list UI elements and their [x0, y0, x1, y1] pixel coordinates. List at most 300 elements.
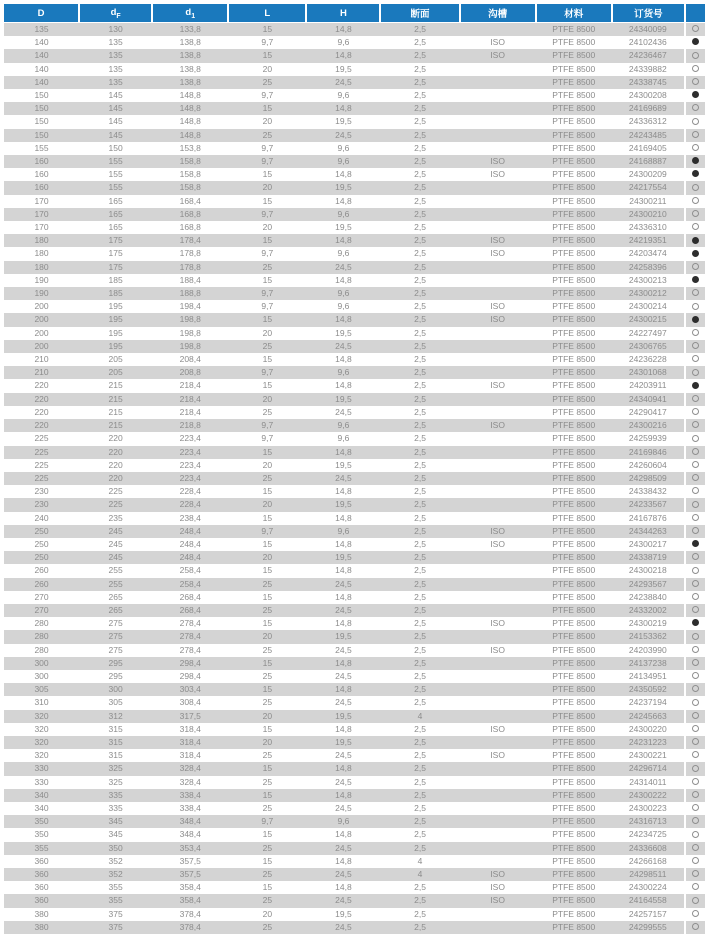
cell-l: 20: [262, 908, 273, 919]
cell-h: 24,5: [335, 76, 352, 87]
status-dot-hollow-icon: [692, 910, 699, 917]
cell-groove: [460, 498, 536, 511]
cell-material: PTFE 8500: [552, 802, 596, 813]
cell-df: 145: [108, 90, 123, 101]
table-row: [4, 168, 705, 181]
cell-groove: [460, 776, 536, 789]
cell-l: 25: [262, 697, 273, 708]
cell-d: 140: [34, 37, 49, 48]
cell-groove: [460, 551, 536, 564]
cell-section: 4: [417, 855, 423, 866]
cell-order-no: 24290417: [628, 406, 667, 417]
cell-df: 245: [108, 538, 123, 549]
cell-d1: 348,4: [179, 816, 201, 827]
cell-order-no: 24340099: [628, 24, 667, 34]
cell-material: PTFE 8500: [552, 789, 596, 800]
cell-d: 225: [34, 446, 49, 457]
cell-df: 295: [108, 670, 123, 681]
cell-status: [685, 617, 705, 630]
cell-l: 15: [262, 763, 273, 774]
cell-h: 14,8: [335, 591, 352, 602]
cell-status: [685, 261, 705, 274]
cell-order-no: 24102436: [628, 37, 667, 48]
cell-d1: 248,4: [179, 525, 201, 536]
table-row: [4, 564, 705, 577]
cell-d: 150: [34, 103, 49, 114]
cell-h: 14,8: [335, 789, 352, 800]
cell-h: 14,8: [335, 380, 352, 391]
status-dot-filled-icon: [692, 38, 699, 45]
cell-df: 220: [108, 459, 123, 470]
cell-d: 225: [34, 472, 49, 483]
cell-section: 2,5: [414, 63, 426, 74]
cell-section: 2,5: [414, 644, 426, 655]
cell-section: 2,5: [414, 604, 426, 615]
cell-status: [685, 115, 705, 128]
cell-order-no: 24233567: [628, 499, 667, 510]
status-dot-hollow-icon: [692, 369, 699, 376]
cell-section: 2,5: [414, 670, 426, 681]
cell-d1: 198,8: [179, 340, 201, 351]
cell-l: 20: [262, 393, 273, 404]
status-dot-hollow-icon: [692, 131, 699, 138]
cell-section: 2,5: [414, 340, 426, 351]
cell-groove: [460, 76, 536, 89]
cell-section: 2,5: [414, 618, 426, 629]
cell-order-no: 24300222: [628, 789, 667, 800]
cell-section: 2,5: [414, 763, 426, 774]
cell-h: 19,5: [335, 63, 352, 74]
table-row: [4, 894, 705, 907]
cell-df: 135: [108, 76, 123, 87]
cell-d: 170: [34, 208, 49, 219]
status-dot-hollow-icon: [692, 65, 699, 72]
status-dot-filled-icon: [692, 316, 699, 323]
cell-l: 20: [262, 459, 273, 470]
cell-groove: [460, 670, 536, 683]
table-row: [4, 89, 705, 102]
status-dot-hollow-icon: [692, 303, 699, 310]
cell-section: 2,5: [414, 750, 426, 761]
cell-order-no: 24336312: [628, 116, 667, 127]
cell-groove: [460, 327, 536, 340]
cell-section: 2,5: [414, 684, 426, 695]
cell-order-no: 24314011: [629, 776, 667, 787]
cell-h: 14,8: [335, 446, 352, 457]
cell-material: PTFE 8500: [552, 208, 596, 219]
status-dot-hollow-icon: [692, 659, 699, 666]
cell-h: 24,5: [335, 697, 352, 708]
cell-groove: [460, 115, 536, 128]
cell-df: 312: [108, 710, 123, 721]
cell-d: 330: [34, 776, 49, 787]
column-header-label: 断面: [410, 9, 430, 20]
cell-d: 320: [34, 736, 49, 747]
cell-df: 165: [108, 222, 123, 233]
cell-section: 2,5: [414, 472, 426, 483]
cell-groove: [460, 340, 536, 353]
table-row: [4, 432, 705, 445]
cell-groove: [460, 432, 536, 445]
status-dot-filled-icon: [692, 382, 699, 389]
cell-material: PTFE 8500: [552, 763, 596, 774]
cell-h: 9,6: [337, 433, 350, 444]
cell-groove: [460, 353, 536, 366]
status-dot-hollow-icon: [692, 804, 699, 811]
cell-material: PTFE 8500: [552, 169, 596, 180]
cell-l: 9,7: [261, 301, 274, 312]
cell-order-no: 24259939: [628, 433, 667, 444]
product-spec-table: [4, 4, 705, 934]
cell-order-no: 24168887: [628, 156, 667, 167]
cell-groove: ISO: [490, 882, 505, 893]
cell-l: 15: [262, 195, 273, 206]
cell-d1: 318,4: [179, 750, 201, 761]
cell-h: 14,8: [335, 829, 352, 840]
status-dot-hollow-icon: [692, 474, 699, 481]
cell-df: 275: [108, 631, 123, 642]
cell-order-no: 24300221: [628, 750, 667, 761]
cell-groove: [460, 630, 536, 643]
cell-material: PTFE 8500: [552, 76, 596, 87]
cell-l: 9,7: [261, 288, 274, 299]
cell-material: PTFE 8500: [552, 565, 596, 576]
column-header-label: 沟槽: [488, 9, 508, 20]
column-header-order-no: [612, 4, 685, 23]
cell-material: PTFE 8500: [552, 50, 596, 61]
cell-l: 15: [262, 657, 273, 668]
status-dot-filled-icon: [692, 619, 699, 626]
cell-status: [685, 340, 705, 353]
table-row: [4, 538, 705, 551]
cell-d1: 357,5: [179, 869, 201, 879]
table-row: [4, 802, 705, 815]
cell-section: 2,5: [414, 274, 426, 285]
cell-status: [685, 630, 705, 643]
cell-section: 2,5: [414, 512, 426, 523]
cell-groove: [460, 908, 536, 921]
cell-status: [685, 459, 705, 472]
table-row: [4, 670, 705, 683]
cell-h: 24,5: [335, 842, 352, 853]
cell-l: 15: [262, 618, 273, 629]
table-row: [4, 617, 705, 630]
cell-h: 19,5: [335, 499, 352, 510]
cell-order-no: 24217554: [628, 182, 667, 193]
status-dot-hollow-icon: [692, 699, 699, 706]
cell-d1: 298,4: [179, 670, 201, 681]
cell-l: 9,7: [261, 156, 274, 167]
cell-l: 15: [262, 512, 273, 523]
cell-l: 25: [262, 776, 273, 787]
cell-order-no: 24340941: [628, 393, 667, 404]
table-row: [4, 683, 705, 696]
cell-l: 9,7: [261, 208, 274, 219]
cell-groove: [460, 696, 536, 709]
cell-l: 20: [262, 499, 273, 510]
cell-l: 20: [262, 182, 273, 193]
cell-order-no: 24237194: [628, 697, 667, 708]
cell-order-no: 24300219: [628, 618, 667, 629]
cell-l: 20: [262, 631, 273, 642]
table-row: [4, 23, 705, 37]
cell-order-no: 24243485: [628, 129, 667, 140]
cell-l: 25: [262, 802, 273, 813]
cell-df: 195: [108, 327, 123, 338]
cell-status: [685, 36, 705, 49]
cell-df: 215: [108, 420, 123, 431]
cell-status: [685, 49, 705, 62]
cell-d1: 328,4: [179, 776, 201, 787]
table-row: [4, 274, 705, 287]
cell-material: PTFE 8500: [552, 433, 596, 444]
cell-section: 2,5: [414, 486, 426, 497]
cell-status: [685, 168, 705, 181]
cell-h: 24,5: [335, 670, 352, 681]
cell-df: 335: [108, 802, 123, 813]
cell-d: 280: [34, 618, 49, 629]
cell-d1: 188,4: [179, 274, 201, 285]
status-dot-hollow-icon: [692, 435, 699, 442]
cell-section: 2,5: [414, 261, 426, 272]
status-dot-hollow-icon: [692, 633, 699, 640]
cell-h: 14,8: [335, 354, 352, 365]
cell-df: 355: [108, 895, 123, 906]
table-row: [4, 723, 705, 736]
cell-d1: 348,4: [179, 829, 201, 840]
cell-order-no: 24336608: [628, 842, 667, 853]
cell-l: 15: [262, 24, 273, 34]
cell-status: [685, 379, 705, 392]
cell-d1: 258,4: [179, 578, 201, 589]
cell-h: 19,5: [335, 182, 352, 193]
cell-material: PTFE 8500: [552, 618, 596, 629]
table-row: [4, 419, 705, 432]
cell-groove: [460, 181, 536, 194]
cell-d: 260: [34, 565, 49, 576]
cell-h: 9,6: [337, 525, 350, 536]
table-row: [4, 221, 705, 234]
status-dot-hollow-icon: [692, 395, 699, 402]
cell-status: [685, 247, 705, 260]
cell-status: [685, 327, 705, 340]
table-row: [4, 115, 705, 128]
cell-d1: 138,8: [179, 37, 201, 48]
cell-h: 19,5: [335, 631, 352, 642]
cell-h: 24,5: [335, 578, 352, 589]
status-dot-hollow-icon: [692, 553, 699, 560]
cell-order-no: 24238840: [628, 591, 667, 602]
cell-d: 225: [34, 459, 49, 470]
cell-status: [685, 512, 705, 525]
cell-df: 155: [108, 182, 123, 193]
cell-order-no: 24339882: [628, 63, 667, 74]
cell-material: PTFE 8500: [552, 486, 596, 497]
cell-groove: [460, 274, 536, 287]
cell-material: PTFE 8500: [552, 420, 596, 431]
table-row: [4, 789, 705, 802]
cell-d: 220: [34, 380, 49, 391]
column-header-df: [79, 4, 152, 23]
cell-material: PTFE 8500: [552, 710, 596, 721]
cell-h: 9,6: [337, 208, 350, 219]
cell-l: 15: [262, 565, 273, 576]
cell-status: [685, 485, 705, 498]
cell-d1: 198,8: [179, 327, 201, 338]
cell-d: 250: [34, 538, 49, 549]
cell-order-no: 24338432: [628, 486, 667, 497]
cell-order-no: 24332002: [628, 604, 667, 615]
cell-status: [685, 366, 705, 379]
cell-groove: [460, 102, 536, 115]
cell-d: 150: [34, 129, 49, 140]
cell-section: 2,5: [414, 195, 426, 206]
cell-order-no: 24300218: [628, 565, 667, 576]
cell-d1: 138,8: [179, 50, 201, 61]
cell-status: [685, 432, 705, 445]
status-dot-hollow-icon: [692, 223, 699, 230]
table-row: [4, 644, 705, 657]
cell-d: 305: [34, 684, 49, 695]
status-dot-hollow-icon: [692, 738, 699, 745]
cell-df: 235: [108, 512, 123, 523]
cell-status: [685, 710, 705, 723]
status-dot-hollow-icon: [692, 593, 699, 600]
cell-d1: 208,8: [179, 367, 201, 378]
cell-status: [685, 23, 705, 37]
cell-status: [685, 208, 705, 221]
cell-material: PTFE 8500: [552, 261, 596, 272]
cell-d: 330: [34, 763, 49, 774]
cell-groove: [460, 855, 536, 868]
cell-df: 220: [108, 446, 123, 457]
cell-df: 335: [108, 789, 123, 800]
cell-section: 2,5: [414, 657, 426, 668]
cell-section: 2,5: [414, 129, 426, 140]
cell-d1: 223,4: [179, 433, 201, 444]
cell-material: PTFE 8500: [552, 116, 596, 127]
status-dot-hollow-icon: [692, 672, 699, 679]
cell-groove: [460, 221, 536, 234]
cell-l: 15: [262, 538, 273, 549]
cell-h: 14,8: [335, 723, 352, 734]
cell-groove: ISO: [490, 525, 505, 536]
cell-h: 24,5: [335, 472, 352, 483]
cell-d: 200: [34, 327, 49, 338]
cell-material: PTFE 8500: [552, 736, 596, 747]
status-dot-hollow-icon: [692, 118, 699, 125]
cell-l: 20: [262, 63, 273, 74]
status-dot-hollow-icon: [692, 329, 699, 336]
cell-h: 14,8: [335, 169, 352, 180]
cell-material: PTFE 8500: [552, 829, 596, 840]
cell-d: 360: [34, 882, 49, 893]
cell-material: PTFE 8500: [552, 684, 596, 695]
cell-order-no: 24316713: [628, 816, 667, 827]
cell-h: 14,8: [335, 684, 352, 695]
cell-d1: 148,8: [179, 103, 201, 114]
cell-section: 2,5: [414, 406, 426, 417]
cell-status: [685, 908, 705, 921]
column-header-d1: [152, 4, 228, 23]
status-dot-hollow-icon: [692, 289, 699, 296]
cell-material: PTFE 8500: [552, 24, 596, 34]
column-header-label: 材料: [564, 9, 584, 20]
cell-section: 2,5: [414, 327, 426, 338]
cell-l: 25: [262, 750, 273, 761]
status-dot-filled-icon: [692, 170, 699, 177]
cell-material: PTFE 8500: [552, 538, 596, 549]
column-header-groove: [460, 4, 536, 23]
cell-groove: [460, 815, 536, 828]
cell-order-no: 24336310: [628, 222, 667, 233]
cell-order-no: 24134951: [628, 670, 667, 681]
cell-order-no: 24167876: [628, 512, 667, 523]
cell-d: 220: [34, 420, 49, 431]
cell-section: 2,5: [414, 288, 426, 299]
cell-d1: 268,4: [179, 591, 201, 602]
cell-h: 19,5: [335, 710, 352, 721]
cell-d: 250: [34, 552, 49, 563]
cell-material: PTFE 8500: [552, 657, 596, 668]
cell-order-no: 24338745: [628, 76, 667, 87]
cell-h: 9,6: [337, 142, 350, 153]
column-header-h: [306, 4, 380, 23]
cell-df: 185: [108, 274, 123, 285]
column-header-status: [685, 4, 705, 23]
cell-d: 160: [34, 156, 49, 167]
cell-groove: [460, 842, 536, 855]
cell-order-no: 24169405: [628, 142, 667, 153]
cell-status: [685, 591, 705, 604]
cell-status: [685, 406, 705, 419]
cell-df: 375: [108, 921, 123, 932]
cell-material: PTFE 8500: [552, 921, 596, 932]
cell-d1: 358,4: [179, 895, 201, 906]
cell-section: 2,5: [414, 433, 426, 444]
cell-status: [685, 921, 705, 934]
cell-d: 300: [34, 657, 49, 668]
cell-df: 265: [108, 604, 123, 615]
cell-h: 19,5: [335, 116, 352, 127]
cell-section: 2,5: [414, 921, 426, 932]
cell-order-no: 24344263: [628, 525, 667, 536]
cell-order-no: 24299555: [628, 921, 667, 932]
cell-section: 2,5: [414, 895, 426, 906]
cell-groove: [460, 472, 536, 485]
cell-h: 14,8: [335, 103, 352, 114]
cell-order-no: 24306765: [628, 340, 667, 351]
cell-d: 350: [34, 816, 49, 827]
cell-h: 24,5: [335, 406, 352, 417]
cell-groove: ISO: [490, 301, 505, 312]
cell-d1: 258,4: [179, 565, 201, 576]
cell-d1: 208,4: [179, 354, 201, 365]
cell-material: PTFE 8500: [552, 895, 596, 906]
cell-d1: 328,4: [179, 763, 201, 774]
cell-material: PTFE 8500: [552, 816, 596, 827]
status-dot-hollow-icon: [692, 408, 699, 415]
cell-status: [685, 828, 705, 841]
cell-d: 340: [34, 789, 49, 800]
cell-material: PTFE 8500: [552, 697, 596, 708]
cell-section: 2,5: [414, 182, 426, 193]
cell-material: PTFE 8500: [552, 380, 596, 391]
cell-df: 295: [108, 657, 123, 668]
cell-order-no: 24231223: [628, 736, 667, 747]
cell-d1: 268,4: [179, 604, 201, 615]
table-row: [4, 300, 705, 313]
